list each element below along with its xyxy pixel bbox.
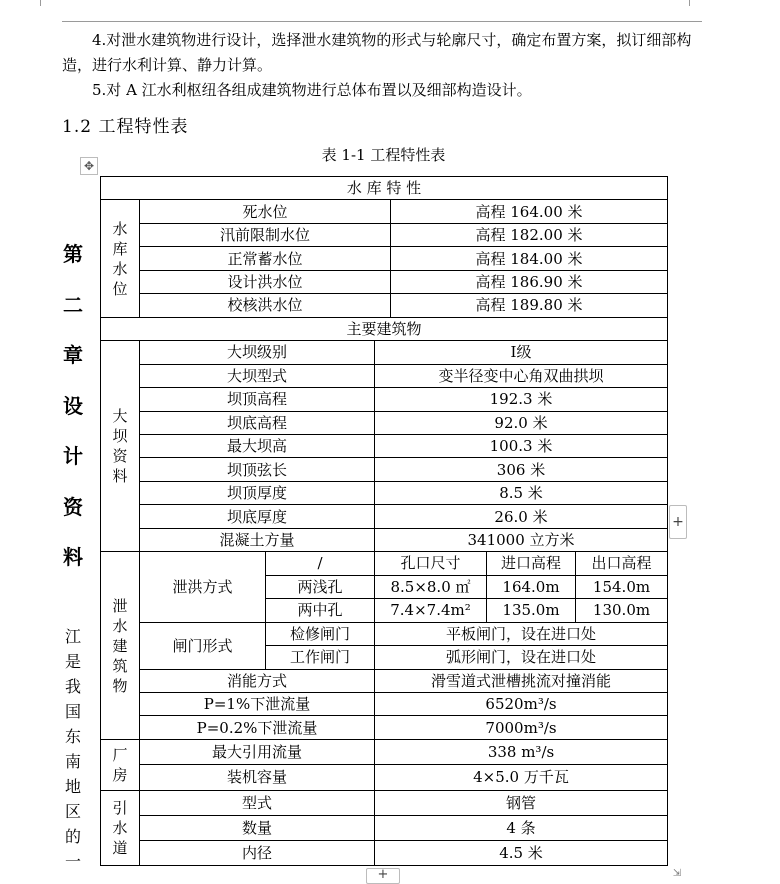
spillway-value: 滑雪道式泄槽挑流对撞消能: [375, 669, 668, 692]
gate-name: 检修闸门: [266, 622, 375, 645]
header-rule: [62, 21, 702, 22]
spillway-value: 6520m³/s: [375, 692, 668, 715]
powerhouse-label: 最大引用流量: [140, 739, 375, 764]
gate-value: 平板闸门，设在进口处: [375, 622, 668, 645]
side-char: 我: [64, 677, 81, 696]
reservoir-value: 高程 184.00 米: [391, 247, 668, 270]
dam-label: 坝底高程: [140, 411, 375, 434]
dam-value: 8.5 米: [375, 481, 668, 504]
reservoir-label: 校核洪水位: [140, 294, 391, 317]
table-move-handle-icon[interactable]: ✥: [80, 157, 98, 175]
dam-label: 坝顶高程: [140, 388, 375, 411]
dam-label: 坝底厚度: [140, 505, 375, 528]
dam-label: 坝顶厚度: [140, 481, 375, 504]
reservoir-label: 设计洪水位: [140, 270, 391, 293]
hole-col-header-size: 孔口尺寸: [375, 552, 487, 575]
diversion-label: 型式: [140, 790, 375, 815]
side-char: 一: [64, 852, 81, 871]
dam-value: 92.0 米: [375, 411, 668, 434]
side-char: 的: [64, 827, 81, 846]
hole-size: 8.5×8.0 ㎡: [375, 575, 487, 598]
side-char: 国: [64, 702, 81, 721]
diversion-value: 4 条: [375, 815, 668, 840]
hole-inlet: 135.0m: [487, 599, 576, 622]
spillway-label: 消能方式: [140, 669, 375, 692]
add-row-button[interactable]: +: [366, 868, 400, 884]
add-column-button[interactable]: +: [669, 505, 687, 539]
side-char: 是: [64, 652, 81, 671]
chapter-char: 章: [63, 343, 83, 367]
paragraph-4: 4.对泄水建筑物进行设计，选择泄水建筑物的形式与轮廓尺寸，确定布置方案，拟订细部构造，进行水利计算、静力计算。: [62, 31, 692, 74]
spillway-label: P=1%下泄流量: [140, 692, 375, 715]
side-char: 地: [64, 777, 81, 796]
chapter-char: 二: [63, 292, 83, 317]
hole-name: 两中孔: [266, 599, 375, 622]
reservoir-label: 汛前限制水位: [140, 223, 391, 246]
reservoir-header: 水 库 特 性: [101, 177, 668, 200]
side-text-vertical: [62, 624, 84, 874]
chapter-char: 设: [63, 393, 83, 418]
reservoir-label: 正常蓄水位: [140, 247, 391, 270]
gate-value: 弧形闸门，设在进口处: [375, 646, 668, 669]
reservoir-value: 高程 164.00 米: [391, 200, 668, 223]
diversion-label: 内径: [140, 840, 375, 865]
spillway-label: P=0.2%下泄流量: [140, 716, 375, 739]
hole-col-header-inlet: 进口高程: [487, 552, 576, 575]
page-corner-mark-left: [40, 0, 41, 6]
dam-value: 192.3 米: [375, 388, 668, 411]
hole-size: 7.4×7.4m²: [375, 599, 487, 622]
chapter-char: 料: [63, 545, 83, 569]
diversion-value: 4.5 米: [375, 840, 668, 865]
reservoir-value: 高程 186.90 米: [391, 270, 668, 293]
dam-data-group: 大 坝 资 料: [101, 341, 140, 552]
spillway-group: 泄 水 建 筑 物: [101, 552, 140, 740]
hole-col-header-slash: /: [266, 552, 375, 575]
powerhouse-value: 4×5.0 万千瓦: [375, 765, 668, 790]
page-corner-mark-right: [689, 0, 690, 6]
side-char: 江: [64, 627, 81, 646]
reservoir-level-group: 水 库 水 位: [101, 200, 140, 317]
gate-name: 工作闸门: [266, 646, 375, 669]
dam-label: 混凝土方量: [140, 528, 375, 551]
side-char: 区: [64, 802, 81, 821]
gate-type-label: 闸门形式: [140, 622, 266, 669]
section-heading: 1.2 工程特性表: [62, 117, 189, 137]
engineering-characteristics-table[interactable]: [100, 176, 668, 866]
paragraph-5: 5.对 A 江水利枢纽各组成建筑物进行总体布置以及细部构造设计。: [92, 81, 532, 99]
dam-value: 341000 立方米: [375, 528, 668, 551]
hole-col-header-outlet: 出口高程: [576, 552, 668, 575]
powerhouse-group: 厂 房: [101, 739, 140, 790]
powerhouse-label: 装机容量: [140, 765, 375, 790]
dam-label: 大坝型式: [140, 364, 375, 387]
dam-value: 变半径变中心角双曲拱坝: [375, 364, 668, 387]
chapter-char: 第: [63, 242, 83, 266]
dam-label: 大坝级别: [140, 341, 375, 364]
flood-release-label: 泄洪方式: [140, 552, 266, 622]
dam-value: Ⅰ级: [375, 341, 668, 364]
chapter-title-vertical: [62, 240, 84, 594]
side-char: 东: [64, 727, 81, 746]
reservoir-value: 高程 182.00 米: [391, 223, 668, 246]
diversion-label: 数量: [140, 815, 375, 840]
dam-value: 26.0 米: [375, 505, 668, 528]
hole-outlet: 130.0m: [576, 599, 668, 622]
table-caption: 表 1-1 工程特性表: [321, 146, 446, 164]
diversion-value: 钢管: [375, 790, 668, 815]
main-buildings-header: 主要建筑物: [101, 317, 668, 340]
dam-value: 100.3 米: [375, 434, 668, 457]
chapter-char: 计: [63, 444, 83, 468]
dam-label: 坝顶弦长: [140, 458, 375, 481]
spillway-value: 7000m³/s: [375, 716, 668, 739]
diversion-group: 引 水 道: [101, 790, 140, 866]
hole-outlet: 154.0m: [576, 575, 668, 598]
reservoir-value: 高程 189.80 米: [391, 294, 668, 317]
dam-value: 306 米: [375, 458, 668, 481]
powerhouse-value: 338 m³/s: [375, 739, 668, 764]
table-resize-icon[interactable]: ⇲: [672, 868, 682, 879]
chapter-char: 资: [63, 494, 83, 519]
side-char: 南: [64, 752, 81, 771]
hole-name: 两浅孔: [266, 575, 375, 598]
hole-inlet: 164.0m: [487, 575, 576, 598]
dam-label: 最大坝高: [140, 434, 375, 457]
reservoir-label: 死水位: [140, 200, 391, 223]
